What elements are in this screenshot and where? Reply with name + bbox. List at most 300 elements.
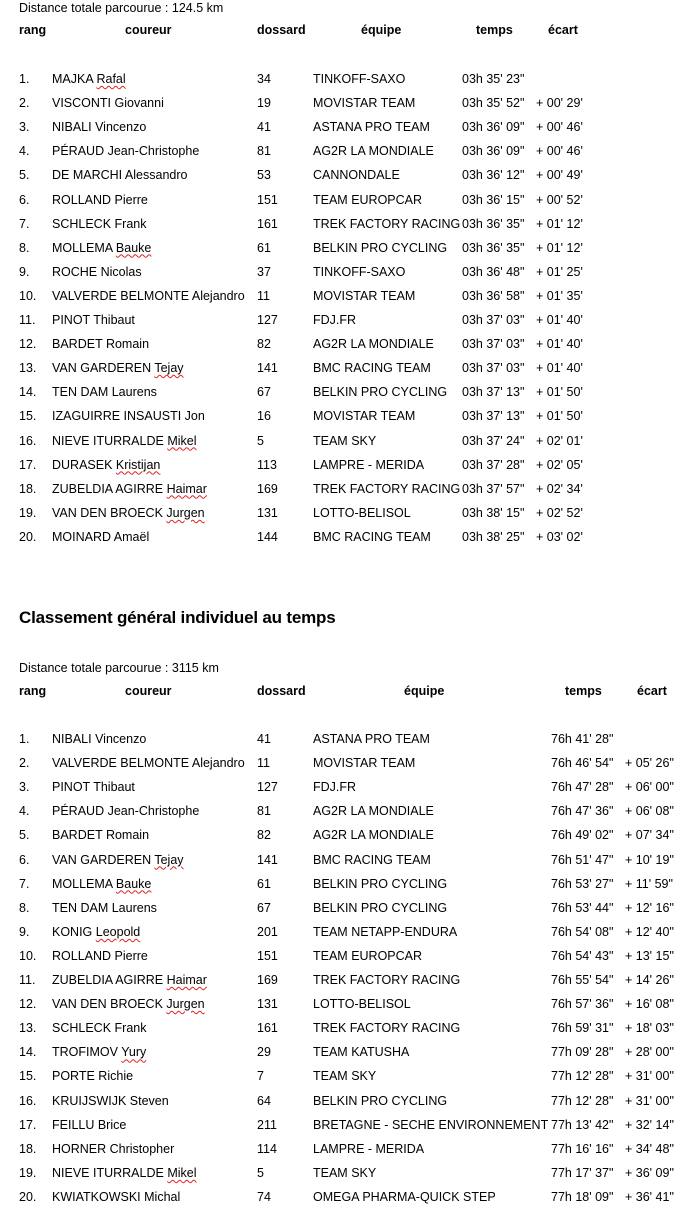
rider-cell: [52, 143, 199, 159]
table-row: [0, 1117, 700, 1139]
rider-name: ZUBELDIA AGIRRE: [52, 481, 167, 496]
time-cell: 76h 51' 47": [551, 852, 614, 867]
time-cell: 03h 37' 24": [462, 433, 525, 448]
rank-cell: 8.: [19, 900, 30, 915]
time-cell: 03h 38' 25": [462, 529, 525, 544]
rank-cell: 20.: [19, 529, 37, 544]
team-cell: LAMPRE - MERIDA: [313, 1141, 425, 1156]
rider-name-flagged: Tejay: [154, 852, 184, 867]
time-cell: 03h 36' 12": [462, 168, 525, 183]
time-cell: 76h 47' 36": [551, 804, 614, 819]
gap-cell: + 00' 29': [536, 96, 583, 111]
time-cell: 03h 36' 35": [462, 216, 525, 231]
gap-cell: + 01' 12': [536, 216, 583, 231]
bib-cell: 19: [257, 96, 271, 111]
time-cell: 03h 37' 03": [462, 313, 525, 327]
rider-name-flagged: Jurgen: [166, 505, 205, 520]
table-row: [0, 1093, 700, 1115]
gap-cell: + 01' 40': [536, 313, 583, 327]
team-cell: AG2R LA MONDIALE: [313, 804, 434, 819]
rider-name: VISCONTI Giovanni: [52, 96, 164, 111]
bib-cell: 127: [257, 313, 278, 327]
table-row: [0, 1141, 700, 1163]
table-row: [0, 481, 700, 503]
time-cell: 03h 36' 09": [462, 144, 525, 159]
rider-name: BARDET Romain: [52, 337, 150, 352]
rank-cell: 17.: [19, 457, 37, 472]
team-cell: AG2R LA MONDIALE: [313, 144, 434, 159]
time-cell: 03h 36' 09": [462, 120, 525, 135]
general-distance: Distance totale parcourue : 3115 km: [19, 661, 219, 675]
table-row: [0, 827, 700, 849]
rider-name: MAJKA: [52, 72, 97, 86]
team-cell: TEAM SKY: [313, 1165, 377, 1180]
bib-cell: 201: [257, 924, 278, 939]
rider-name: MOLLEMA: [52, 240, 116, 255]
team-cell: BMC RACING TEAM: [313, 361, 431, 376]
header-equipe: équipe: [361, 23, 402, 37]
rider-cell: [52, 264, 142, 280]
time-cell: 77h 17' 37": [551, 1165, 614, 1180]
rank-cell: 15.: [19, 1069, 37, 1084]
time-cell: 03h 36' 35": [462, 240, 525, 255]
rank-cell: 2.: [19, 756, 30, 771]
gap-cell: + 01' 40': [536, 361, 583, 376]
rider-name: KONIG: [52, 924, 96, 939]
time-cell: 03h 35' 52": [462, 96, 525, 111]
rider-cell: [52, 457, 160, 473]
rider-name: PINOT Thibaut: [52, 313, 135, 327]
rider-name: VAN DEN BROECK: [52, 997, 167, 1012]
team-cell: CANNONDALE: [313, 168, 400, 183]
bib-cell: 61: [257, 240, 271, 255]
header-dossard: dossard: [257, 23, 306, 37]
gap-cell: + 01' 35': [536, 288, 583, 303]
header-equipe: équipe: [404, 684, 445, 698]
team-cell: TREK FACTORY RACING: [313, 481, 461, 496]
rank-cell: 1.: [19, 732, 30, 746]
table-row: [0, 755, 700, 777]
rider-name-flagged: Jurgen: [166, 997, 205, 1012]
time-cell: 03h 37' 57": [462, 481, 525, 496]
rider-cell: [52, 336, 149, 352]
gap-cell: + 36' 41": [625, 1189, 674, 1204]
rider-name-flagged: Haimar: [166, 481, 207, 496]
bib-cell: 11: [257, 756, 270, 771]
rider-cell: [52, 1141, 174, 1157]
team-cell: MOVISTAR TEAM: [313, 288, 416, 303]
rider-cell: [52, 900, 157, 916]
bib-cell: 131: [257, 997, 278, 1012]
table-row: [0, 948, 700, 970]
table-row: [0, 996, 700, 1018]
gap-cell: + 02' 05': [536, 457, 583, 472]
rider-cell: [52, 948, 148, 964]
rider-cell: [52, 384, 157, 400]
time-cell: 76h 53' 44": [551, 900, 614, 915]
bib-cell: 169: [257, 481, 278, 496]
rider-name: NIEVE ITURRALDE: [52, 1165, 168, 1180]
rider-name: ROLLAND Pierre: [52, 948, 148, 963]
general-distance-line: [0, 660, 700, 682]
bib-cell: 29: [257, 1045, 271, 1060]
gap-cell: + 01' 25': [536, 264, 583, 279]
rider-cell: [52, 996, 205, 1012]
time-cell: 76h 47' 28": [551, 780, 614, 795]
team-cell: OMEGA PHARMA-QUICK STEP: [313, 1189, 496, 1204]
rider-name: MOLLEMA: [52, 876, 116, 891]
rider-name: PORTE Richie: [52, 1069, 134, 1084]
time-cell: 77h 16' 16": [551, 1141, 614, 1156]
team-cell: AG2R LA MONDIALE: [313, 828, 434, 843]
bib-cell: 151: [257, 948, 278, 963]
stage-distance-line: [0, 0, 700, 22]
general-title: Classement général individuel au temps: [19, 608, 336, 627]
bib-cell: 144: [257, 529, 278, 544]
gap-cell: + 36' 09": [625, 1165, 674, 1180]
bib-cell: 211: [257, 1117, 277, 1132]
rider-name: SCHLECK Frank: [52, 216, 147, 231]
table-row: [0, 972, 700, 994]
gap-cell: + 31' 00": [625, 1069, 674, 1084]
time-cell: 77h 18' 09": [551, 1189, 614, 1204]
rider-cell: [52, 876, 151, 892]
team-cell: AG2R LA MONDIALE: [313, 337, 434, 352]
table-row: [0, 1020, 700, 1042]
rider-name: DE MARCHI Alessandro: [52, 168, 188, 183]
time-cell: 03h 36' 58": [462, 288, 525, 303]
bib-cell: 41: [257, 732, 271, 746]
bib-cell: 11: [257, 288, 270, 303]
rider-cell: [52, 731, 146, 747]
gap-cell: + 18' 03": [625, 1021, 674, 1036]
rank-cell: 12.: [19, 337, 37, 352]
time-cell: 77h 09' 28": [551, 1045, 614, 1060]
rank-cell: 12.: [19, 997, 37, 1012]
rider-name-flagged: Mikel: [167, 1165, 197, 1180]
rider-name: MOINARD Amaël: [52, 529, 150, 544]
team-cell: FDJ.FR: [313, 780, 357, 795]
gap-cell: + 05' 26": [625, 756, 674, 771]
time-cell: 77h 12' 28": [551, 1069, 614, 1084]
table-row: [0, 360, 700, 382]
rider-cell: [52, 1117, 126, 1133]
rider-cell: [52, 71, 126, 87]
gap-cell: + 14' 26": [625, 973, 674, 987]
gap-cell: + 00' 52': [536, 192, 583, 207]
gap-cell: + 07' 34": [625, 828, 674, 843]
rider-name-flagged: Leopold: [95, 924, 141, 939]
table-row: [0, 529, 700, 551]
bib-cell: 41: [257, 120, 271, 135]
bib-cell: 141: [257, 852, 278, 867]
bib-cell: 161: [257, 216, 278, 231]
rider-name: SCHLECK Frank: [52, 1021, 147, 1036]
table-row: [0, 288, 700, 310]
time-cell: 76h 59' 31": [551, 1021, 614, 1036]
team-cell: TEAM KATUSHA: [313, 1045, 410, 1060]
table-row: [0, 240, 700, 262]
bib-cell: 127: [257, 780, 278, 795]
rider-name: FEILLU Brice: [52, 1117, 127, 1132]
rank-cell: 17.: [19, 1117, 37, 1132]
table-row: [0, 1068, 700, 1090]
team-cell: TREK FACTORY RACING: [313, 1021, 461, 1036]
team-cell: BELKIN PRO CYCLING: [313, 385, 448, 400]
rank-cell: 16.: [19, 1093, 37, 1108]
rank-cell: 13.: [19, 361, 37, 376]
team-cell: TEAM EUROPCAR: [313, 192, 423, 207]
time-cell: 77h 12' 28": [551, 1093, 614, 1108]
rider-name-flagged: Mikel: [167, 433, 197, 448]
table-row: [0, 192, 700, 214]
rider-cell: [52, 167, 187, 183]
rider-name: PÉRAUD Jean-Christophe: [52, 144, 200, 159]
team-cell: TEAM NETAPP-ENDURA: [313, 924, 458, 939]
team-cell: ASTANA PRO TEAM: [313, 732, 430, 746]
header-dossard: dossard: [257, 684, 306, 698]
gap-cell: + 01' 50': [536, 385, 583, 400]
bib-cell: 141: [257, 361, 278, 376]
rider-cell: [52, 827, 149, 843]
rank-cell: 13.: [19, 1021, 37, 1036]
gap-cell: + 06' 08": [625, 804, 674, 819]
rider-name-flagged: Bauke: [115, 876, 152, 891]
rank-cell: 14.: [19, 385, 37, 400]
time-cell: 03h 37' 03": [462, 337, 525, 352]
rank-cell: 11.: [19, 973, 36, 987]
gap-cell: + 12' 16": [625, 900, 674, 915]
table-row: [0, 433, 700, 455]
rank-cell: 18.: [19, 1141, 37, 1156]
table-row: [0, 119, 700, 141]
rank-cell: 10.: [19, 948, 37, 963]
rider-name-flagged: Bauke: [115, 240, 152, 255]
bib-cell: 82: [257, 337, 271, 352]
time-cell: 76h 53' 27": [551, 876, 614, 891]
table-row: [0, 71, 700, 93]
team-cell: BELKIN PRO CYCLING: [313, 1093, 448, 1108]
rank-cell: 7.: [19, 876, 30, 891]
table-row: [0, 143, 700, 165]
gap-cell: + 02' 52': [536, 505, 583, 520]
team-cell: MOVISTAR TEAM: [313, 409, 416, 424]
table-row: [0, 779, 700, 801]
rank-cell: 10.: [19, 288, 37, 303]
rank-cell: 19.: [19, 1165, 37, 1180]
time-cell: 76h 46' 54": [551, 756, 614, 771]
table-row: [0, 1165, 700, 1187]
rank-cell: 9.: [19, 924, 30, 939]
rank-cell: 4.: [19, 804, 30, 819]
rider-name-flagged: Tejay: [154, 361, 184, 376]
gap-cell: + 02' 01': [536, 433, 583, 448]
team-cell: BELKIN PRO CYCLING: [313, 876, 448, 891]
rider-name-flagged: Haimar: [166, 973, 207, 987]
gap-cell: + 02' 34': [536, 481, 583, 496]
time-cell: 76h 41' 28": [551, 732, 614, 746]
rider-name: KRUIJSWIJK Steven: [52, 1093, 169, 1108]
rider-cell: [52, 755, 245, 771]
gap-cell: + 13' 15": [625, 948, 674, 963]
rider-name: ROLLAND Pierre: [52, 192, 148, 207]
header-temps: temps: [565, 684, 602, 698]
time-cell: 76h 57' 36": [551, 997, 614, 1012]
table-row: [0, 924, 700, 946]
time-cell: 03h 37' 13": [462, 385, 525, 400]
rider-cell: [52, 408, 205, 424]
gap-cell: + 12' 40": [625, 924, 674, 939]
header-coureur: coureur: [125, 684, 172, 698]
time-cell: 76h 54' 08": [551, 924, 614, 939]
table-row: [0, 731, 700, 753]
rider-cell: [52, 1020, 146, 1036]
team-cell: LOTTO-BELISOL: [313, 505, 411, 520]
bib-cell: 151: [257, 192, 278, 207]
bib-cell: 7: [257, 1069, 264, 1084]
bib-cell: 161: [257, 1021, 278, 1036]
gap-cell: + 00' 46': [536, 120, 583, 135]
bib-cell: 34: [257, 72, 271, 86]
rank-cell: 6.: [19, 192, 30, 207]
gap-cell: + 01' 40': [536, 337, 583, 352]
rank-cell: 7.: [19, 216, 30, 231]
rider-cell: [52, 803, 199, 819]
team-cell: TEAM SKY: [313, 433, 377, 448]
table-row: [0, 900, 700, 922]
table-row: [0, 264, 700, 286]
bib-cell: 5: [257, 1165, 264, 1180]
time-cell: 76h 49' 02": [551, 828, 614, 843]
rider-cell: [52, 312, 135, 328]
rider-name: IZAGUIRRE INSAUSTI Jon: [52, 409, 205, 424]
rider-cell: [52, 529, 149, 545]
rank-cell: 15.: [19, 409, 37, 424]
rank-cell: 11.: [19, 313, 36, 327]
rider-cell: [52, 924, 140, 940]
rider-name: BARDET Romain: [52, 828, 150, 843]
rank-cell: 8.: [19, 240, 30, 255]
time-cell: 76h 55' 54": [551, 973, 614, 987]
rank-cell: 19.: [19, 505, 37, 520]
gap-cell: + 03' 02': [536, 529, 583, 544]
header-ecart: écart: [637, 684, 667, 698]
bib-cell: 169: [257, 973, 278, 987]
rider-name: NIBALI Vincenzo: [52, 120, 147, 135]
table-row: [0, 803, 700, 825]
bib-cell: 81: [257, 144, 271, 159]
rank-cell: 16.: [19, 433, 37, 448]
table-row: [0, 457, 700, 479]
team-cell: TREK FACTORY RACING: [313, 216, 461, 231]
team-cell: BRETAGNE - SECHE ENVIRONNEMENT: [313, 1117, 549, 1132]
bib-cell: 74: [257, 1189, 271, 1204]
table-row: [0, 1044, 700, 1066]
bib-cell: 67: [257, 900, 271, 915]
gap-cell: + 01' 50': [536, 409, 583, 424]
table-row: [0, 312, 700, 334]
rider-cell: [52, 119, 146, 135]
rank-cell: 9.: [19, 264, 30, 279]
bib-cell: 81: [257, 804, 271, 819]
team-cell: MOVISTAR TEAM: [313, 756, 416, 771]
gap-cell: + 01' 12': [536, 240, 583, 255]
bib-cell: 64: [257, 1093, 271, 1108]
rank-cell: 18.: [19, 481, 37, 496]
team-cell: LOTTO-BELISOL: [313, 997, 411, 1012]
table-row: [0, 408, 700, 430]
bib-cell: 61: [257, 876, 271, 891]
bib-cell: 82: [257, 828, 271, 843]
rank-cell: 3.: [19, 780, 30, 795]
rider-cell: [52, 1068, 133, 1084]
bib-cell: 5: [257, 433, 264, 448]
team-cell: BMC RACING TEAM: [313, 852, 431, 867]
rider-name: VAN DEN BROECK: [52, 505, 167, 520]
rank-cell: 14.: [19, 1045, 37, 1060]
rider-name-flagged: Yury: [121, 1045, 147, 1060]
rider-cell: [52, 779, 135, 795]
table-row: [0, 167, 700, 189]
rider-cell: [52, 481, 207, 497]
bib-cell: 16: [257, 409, 271, 424]
rider-cell: [52, 360, 184, 376]
bib-cell: 114: [257, 1141, 277, 1156]
bib-cell: 53: [257, 168, 271, 183]
team-cell: TREK FACTORY RACING: [313, 973, 461, 987]
rider-cell: [52, 216, 146, 232]
table-row: [0, 1189, 700, 1211]
rider-cell: [52, 852, 184, 868]
header-temps: temps: [476, 23, 513, 37]
rider-name: PINOT Thibaut: [52, 780, 135, 795]
team-cell: TEAM EUROPCAR: [313, 948, 423, 963]
team-cell: ASTANA PRO TEAM: [313, 120, 430, 135]
team-cell: FDJ.FR: [313, 313, 357, 327]
rider-name: KWIATKOWSKI Michal: [52, 1189, 181, 1204]
rider-cell: [52, 1165, 196, 1181]
rider-name: NIBALI Vincenzo: [52, 732, 147, 746]
table-row: [0, 95, 700, 117]
gap-cell: + 06' 00": [625, 780, 674, 795]
team-cell: TINKOFF-SAXO: [313, 72, 406, 86]
bib-cell: 131: [257, 505, 278, 520]
gap-cell: + 34' 48": [625, 1141, 674, 1156]
table-row: [0, 336, 700, 358]
gap-cell: + 32' 14": [625, 1117, 674, 1132]
table-row: [0, 384, 700, 406]
gap-cell: + 00' 49': [536, 168, 583, 183]
rider-cell: [52, 192, 148, 208]
rider-name: ROCHE Nicolas: [52, 264, 142, 279]
bib-cell: 37: [257, 264, 271, 279]
table-row: [0, 876, 700, 898]
team-cell: TEAM SKY: [313, 1069, 377, 1084]
team-cell: BMC RACING TEAM: [313, 529, 431, 544]
stage-header-row: [0, 22, 700, 44]
rider-name: VAN GARDEREN: [52, 361, 155, 376]
rider-name: VAN GARDEREN: [52, 852, 155, 867]
table-row: [0, 852, 700, 874]
rider-name: PÉRAUD Jean-Christophe: [52, 804, 200, 819]
time-cell: 03h 37' 03": [462, 361, 525, 376]
rider-cell: [52, 505, 205, 521]
table-row: [0, 505, 700, 527]
team-cell: BELKIN PRO CYCLING: [313, 900, 448, 915]
rank-cell: 5.: [19, 168, 30, 183]
table-row: [0, 216, 700, 238]
time-cell: 03h 35' 23": [462, 72, 525, 86]
